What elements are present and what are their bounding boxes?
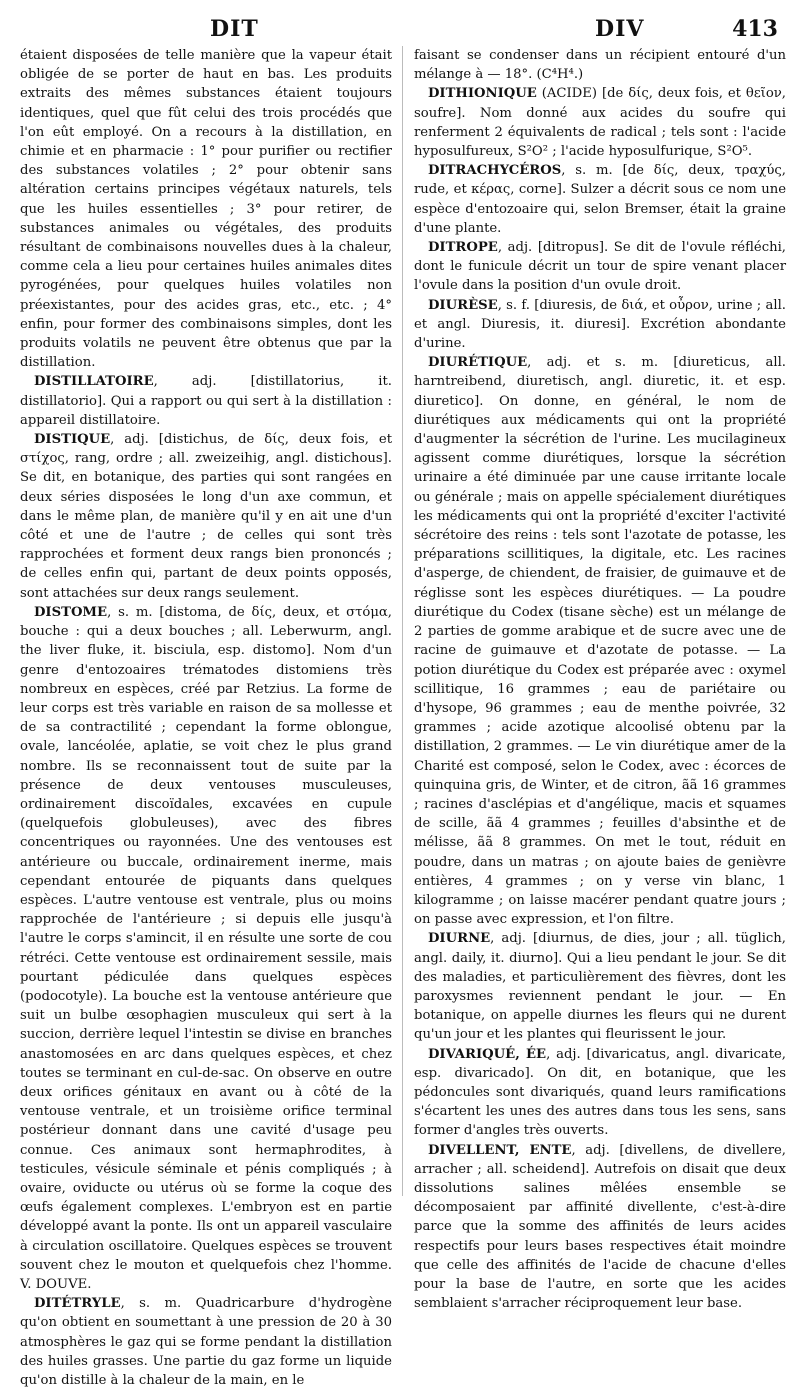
entry-headword: DITRACHYCÉROS: [428, 163, 562, 179]
entry-headword: DITROPE: [428, 240, 498, 256]
entry-headword: DIURNE: [428, 931, 491, 947]
entry-headword: DISTOME: [34, 604, 108, 620]
dictionary-entry: [414, 84, 786, 161]
entry-text: , s. f. [diuresis, de διά, et οὖρον, urine ; all. et angl. Diuresis, it. diuresi]. Excrétion abondante d'urine.: [414, 297, 786, 352]
entry-text: , adj. [diurnus, de dies, jour ; all. tüglich, angl. daily, it. diurno]. Qui a lieu pendant le jour. Se dit des maladies, et particulièrement des fièvres, dont les paroxysmes reviennent pendant le jour. — En botanique, on appelle diurnes les fleurs qui ne durent qu'un jour et les plantes qui fleurissent le jour.: [414, 931, 786, 1043]
entry-headword: DISTILLATOIRE: [34, 374, 154, 390]
left-column: [20, 46, 392, 1390]
running-header: [20, 16, 784, 46]
dictionary-entry: [20, 430, 392, 603]
entry-continuation: [20, 46, 392, 372]
entry-text: , adj. [divaricatus, angl. divaricate, esp. divaricado]. On dit, en botanique, que les pédoncules sont divariqués, quand leurs ramifications s'écartent les unes des autres dans tous les sens, sans former d'angles très ouverts.: [414, 1046, 787, 1139]
entry-text: , adj. [ditropus]. Se dit de l'ovule réfléchi, dont le funicule décrit un tour de spire venant placer l'ovule dans la position d'un ovule droit.: [414, 240, 786, 294]
entry-text: , adj. [distichus, de δίς, deux fois, et στίχος, rang, ordre ; all. zweizeihig, angl. distichous]. Se dit, en botanique, des parties qui sont rangées en deux séries disposées le long d'un axe commun, et dans le même plan, de manière qu'il y en ait une d'un côté et une de l'autre ; de celles qui sont très rapprochées et forment deux rangs bien prononcés ; de celles enfin qui, partant de deux points opposés, sont attachées sur deux rangs seulement.: [20, 432, 392, 601]
dictionary-entry: [414, 296, 786, 354]
page-number: 413: [732, 16, 778, 42]
entry-text: , adj. [distillatorius, it. distillatorio]. Qui a rapport ou qui sert à la distillation : appareil distillatoire.: [20, 374, 392, 428]
entry-continuation: [414, 46, 786, 84]
dictionary-entry: [414, 1045, 786, 1141]
column-divider: [402, 46, 403, 1196]
entry-text: , adj. et s. m. [diureticus, all. harntreibend, diuretisch, angl. diuretic, it. et esp. diuretico]. On donne, en général, le nom de diurétiques aux médicaments qui ont la propriété d'augmenter la sécrétion de l'urine. Les mucilagineux agissent comme diurétiques, lorsque la sécrétion urinaire a été diminuée par une cause irritante locale ou générale ; mais on appelle spécialement diurétiques les médicaments qui ont la propriété d'exciter l'activité sécrétoire des reins : tels sont l'azotate de potasse, les préparations scillitiques, la digitale, etc. Les racines d'asperge, de chiendent, de fraisier, de guimauve et de réglisse sont les espèces diurétiques. — La poudre diurétique du Codex (tisane sèche) est un mélange de 2 parties de gomme arabique et de sucre avec une de racine de guimauve et d'azotate de potasse. — La potion diurétique du Codex est préparée avec : oxymel scillitique, 16 grammes ; eau de pariétaire ou d'hysope, 96 grammes ; eau de menthe poivrée, 32 grammes ; acide azotique alcoolisé obtenu par la distillation, 2 grammes. — Le vin diurétique amer de la Charité est composé, selon le Codex, avec : écorces de quinquina gris, de Winter, et de citron, ãã 16 grammes ; racines d'asclépias et d'angélique, macis et squames de scille, ãã 4 grammes ; feuilles d'absinthe et de mélisse, ãã 8 grammes. On met le tout, réduit en poudre, dans un matras ; on ajoute baies de genièvre entières, 4 grammes ; on y verse vin blanc, 1 kilogramme ; on laisse macérer pendant quatre jours ; on passe avec expression, et l'on filtre.: [414, 355, 786, 928]
entry-text: faisant se condenser dans un récipient entouré d'un mélange à — 18°. (C⁴H⁴.): [414, 48, 786, 83]
entry-headword: DIVARIQUÉ, ÉE: [428, 1046, 547, 1062]
entry-headword: DITÉTRYLE: [34, 1296, 121, 1312]
dictionary-entry: [20, 372, 392, 430]
dictionary-entry: [414, 929, 786, 1044]
entry-headword: DIURÉTIQUE: [428, 355, 528, 371]
dictionary-entry: [414, 353, 786, 929]
dictionary-entry: [414, 161, 786, 238]
dictionary-entry: [414, 1141, 786, 1314]
entry-text: , s. m. Quadricarbure d'hydrogène qu'on obtient en soumettant à une pression de 20 à 30 atmosphères le gaz qui se forme pendant la distillation des huiles grasses. Une partie du gaz forme un liquide qu'on distille à la chaleur de la main, en le: [20, 1296, 392, 1389]
dictionary-entry: [414, 238, 786, 296]
entry-headword: DISTIQUE: [34, 432, 111, 448]
header-right-word: DIV: [595, 16, 645, 42]
entry-text: , s. m. [distoma, de δίς, deux, et στόμα, bouche : qui a deux bouches ; all. Leberwurm, angl. the liver fluke, it. bisciula, esp. distomo]. Nom d'un genre d'entozoaires trématodes distomiens très nombreux en espèces, créé par Retzius. La forme de leur corps est très variable en raison de sa mollesse et de sa contractilité ; cependant la forme oblongue, ovale, lancéolée, aplatie, se voit chez le plus grand nombre. Ils se reconnaissent tout de suite par la présence de deux ventouses musculeuses, ordinairement discoïdales, excavées en cupule (quelquefois globuleuses), avec des fibres concentriques ou rayonnées. Une des ventouses est antérieure ou buccale, ordinairement inerme, mais cependant entourée de piquants dans quelques espèces. L'autre ventouse est ventrale, plus ou moins rapprochée de l'antérieure ; si depuis elle jusqu'à l'autre le corps s'amincit, il en résulte une sorte de cou rétréci. Cette ventouse est ordinairement sessile, mais pourtant pédiculée dans quelques espèces (podocotyle). La bouche est la ventouse antérieure que suit un bulbe œsophagien musculeux qui sert à la succion, derrière lequel l'intestin se divise en branches anastomosées en arc dans quelques espèces, et chez toutes se terminant en cul-de-sac. On observe en outre deux orifices génitaux en avant ou à côté de la ventouse ventrale, et un troisième orifice terminal postérieur donnant dans une cavité d'usage peu connue. Ces animaux sont hermaphrodites, à testicules, vésicule séminale et pénis compliqués ; à ovaire, oviducte ou utérus où se forme la coque des œufs également complexes. L'embryon est en partie développé avant la ponte. Ils ont un appareil vasculaire à circulation oscillatoire. Quelques espèces se trouvent souvent chez le mouton et quelquefois chez l'homme. V. DOUVE.: [20, 604, 392, 1292]
header-left-word: DIT: [210, 16, 259, 42]
entry-text: , s. m. [de δίς, deux, τραχύς, rude, et κέρας, corne]. Sulzer a décrit sous ce nom une espèce d'entozoaire qui, selon Bremser, était la graine d'une plante.: [414, 163, 786, 236]
entry-text: , adj. [divellens, de divellere, arracher ; all. scheidend]. Autrefois on disait que deux dissolutions salines mêlées ensemble se décomposaient par affinité divellente, c'est-à-dire parce que la somme des affinités de leurs acides respectifs pour leurs bases respectives était moindre que celle des affinités de l'acide de chacune d'elles pour la base de l'autre, en sorte que les acides semblaient s'arracher réciproquement leur base.: [414, 1142, 786, 1312]
dictionary-entry: [20, 1294, 392, 1390]
entry-text: étaient disposées de telle manière que la vapeur était obligée de se porter de haut en bas. Les produits extraits des mêmes substances étaient toujours identiques, quel que fût celui des trois procédés que l'on eût employé. On a recours à la distillation, en chimie et en pharmacie : 1° pour purifier ou rectifier des substances volatiles ; 2° pour obtenir sans altération certains principes végétaux naturels, tels que les huiles essentielles ; 3° pour retirer, de substances animales ou végétales, des produits résultant de combinaisons nouvelles dues à la chaleur, comme cela a lieu pour certaines huiles animales dites pyrogénées, pour quelques huiles volatiles non préexistantes, pour des acides gras, etc., etc. ; 4° enfin, pour former des combinaisons simples, dont les produits volatils ne peuvent être obtenus que par la distillation.: [20, 48, 392, 371]
entry-text: (ACIDE) [de δίς, deux fois, et θεῖον, soufre]. Nom donné aux acides du soufre qui renferment 2 équivalents de radical ; tels sont : l'acide hyposulfureux, S²O² ; l'acide hyposulfurique, S²O⁵.: [414, 86, 786, 160]
right-column: [414, 46, 786, 1313]
dictionary-entry: [20, 603, 392, 1294]
entry-headword: DIVELLENT, ENTE: [428, 1142, 572, 1158]
entry-headword: DITHIONIQUE: [428, 86, 537, 102]
entry-headword: DIURÈSE: [428, 297, 498, 313]
